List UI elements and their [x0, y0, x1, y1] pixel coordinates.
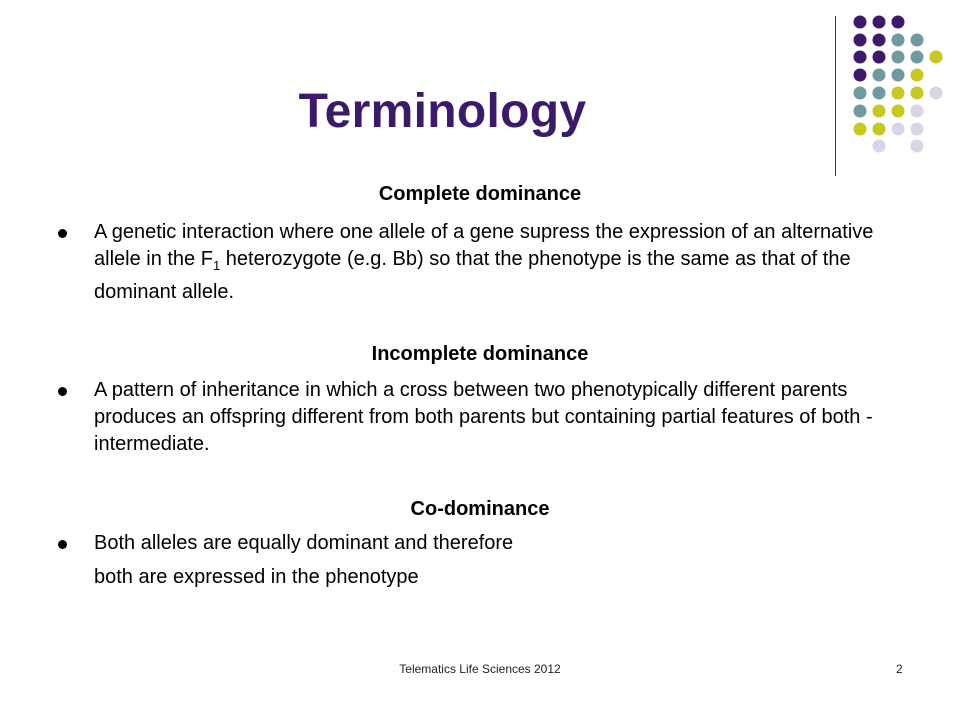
decorative-dot: [873, 34, 886, 47]
bullet-complete-dominance: [56, 219, 916, 306]
decorative-dot: [892, 69, 905, 82]
decorative-dot: [854, 16, 867, 29]
decorative-dot: [911, 69, 924, 82]
decorative-dot: [911, 140, 924, 153]
co-dominance-continuation: both are expressed in the phenotype: [94, 566, 419, 588]
decorative-dot: [911, 87, 924, 100]
bullet-text: A pattern of inheritance in which a cross between two phenotypically different parents produces an offspring different from both parents but containing partial features of both - intermediate.: [94, 379, 873, 455]
decorative-dot: [911, 34, 924, 47]
heading-complete-dominance: Complete dominance: [378, 183, 582, 205]
decorative-dot: [930, 87, 943, 100]
decorative-dot: [854, 69, 867, 82]
decorative-dot: [892, 16, 905, 29]
decorative-dot: [873, 69, 886, 82]
decorative-dot: [911, 123, 924, 136]
decorative-dot: [854, 51, 867, 64]
decorative-dot: [854, 34, 867, 47]
slide-title: Terminology: [298, 85, 587, 138]
bullet-dot: [58, 229, 67, 238]
decorative-dot: [892, 34, 905, 47]
footer-text: Telematics Life Sciences 2012: [399, 662, 561, 676]
bullet-dot: [58, 387, 67, 396]
decorative-dot: [892, 123, 905, 136]
decorative-dot: [892, 105, 905, 118]
bullet-text: A genetic interaction where one allele of a gene supress the expression of an alternative allele in the $F_1$ heterozygote (e.g. Bb) so that the phenotype is the same as that of the dominant allele.: [94, 221, 874, 303]
bullet-text: Both alleles are equally dominant and therefore: [94, 532, 514, 554]
decorative-dot: [930, 51, 943, 64]
heading-incomplete-dominance: Incomplete dominance: [371, 343, 589, 365]
page-number: 2: [896, 662, 903, 676]
decorative-dot: [873, 140, 886, 153]
decorative-dot: [873, 51, 886, 64]
decorative-dot: [911, 51, 924, 64]
bullet-incomplete-dominance: [56, 377, 916, 458]
decorative-dot: [911, 105, 924, 118]
decorative-dot: [873, 16, 886, 29]
bullet-co-dominance: [56, 530, 916, 557]
decorative-dot: [892, 51, 905, 64]
bullet-dot: [58, 540, 67, 549]
decorative-dot: [892, 87, 905, 100]
heading-co-dominance: Co-dominance: [410, 498, 550, 520]
